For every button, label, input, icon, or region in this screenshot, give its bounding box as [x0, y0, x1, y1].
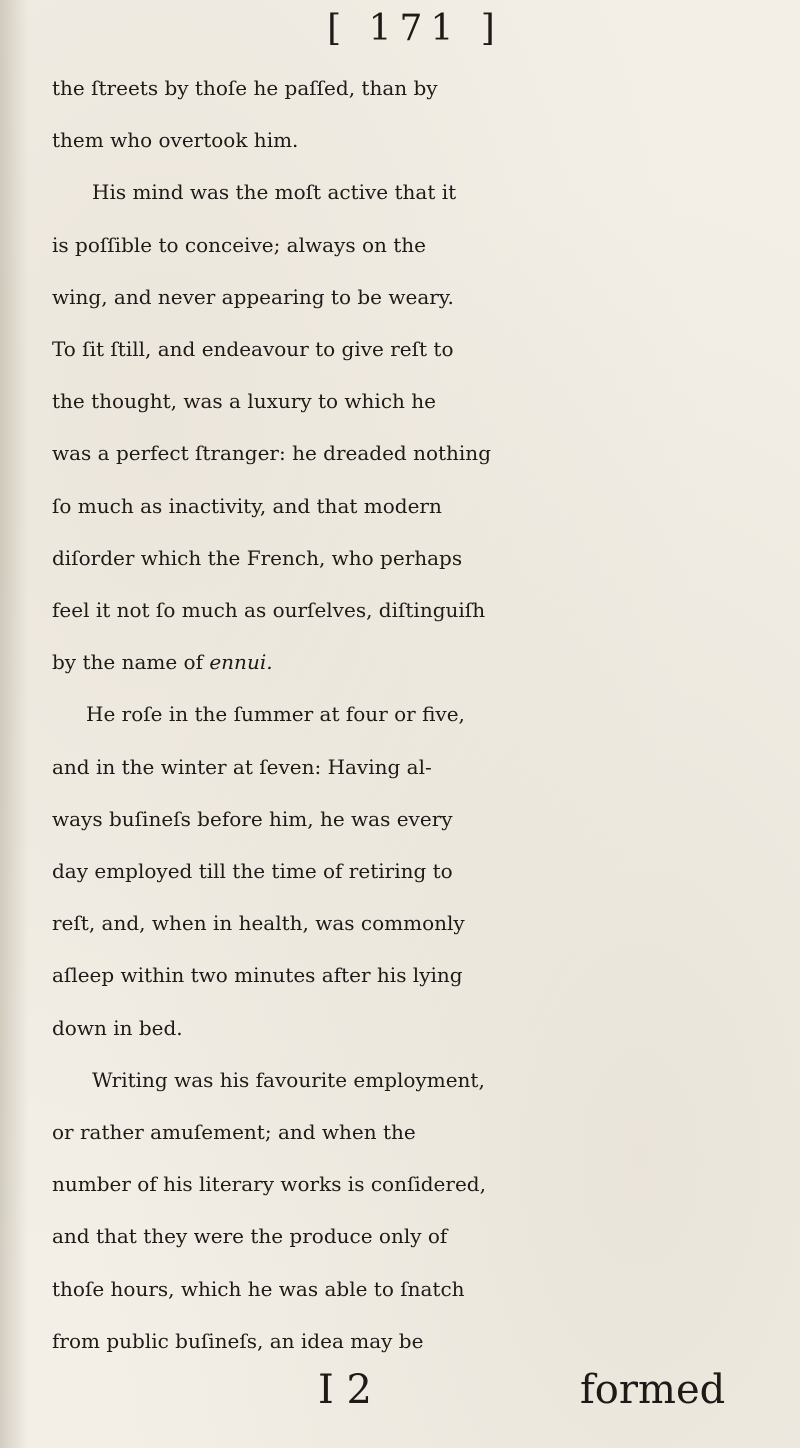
text-line: or rather amuſement; and when the	[52, 1120, 416, 1144]
signature-mark: I 2	[318, 1367, 372, 1413]
text-line: Writing was his favourite employment,	[92, 1067, 485, 1092]
text-line: aſleep within two minutes after his lying	[52, 963, 463, 988]
text-line: the ſtreets by thoſe he paſſed, than by	[52, 76, 438, 100]
text-line: number of his literary works is conſidered,	[52, 1172, 486, 1197]
text-line: them who overtook him.	[52, 128, 299, 153]
text-line: ſo much as inactivity, and that modern	[52, 493, 442, 518]
text-line: thoſe hours, which he was able to ſnatch	[52, 1276, 465, 1301]
catchword: formed	[580, 1367, 726, 1413]
text-line: and in the winter at ſeven: Having al-	[52, 754, 432, 779]
text-line: down in bed.	[52, 1015, 183, 1040]
text-line: To ſit ſtill, and endeavour to give reſt to	[52, 337, 454, 361]
text-line: day employed till the time of retiring to	[52, 859, 453, 883]
text-line: feel it not ſo much as ourſelves, diſtinguiſh	[52, 598, 486, 622]
italic-word: ennui.	[209, 650, 273, 675]
text-line: is poſſible to conceive; always on the	[52, 232, 426, 257]
text-line: reſt, and, when in health, was commonly	[52, 911, 465, 936]
text-segment: by the name of	[52, 650, 210, 675]
text-line: and that they were the produce only of	[52, 1224, 448, 1249]
text-line: from public buſineſs, an idea may be	[52, 1328, 424, 1353]
text-line: He roſe in the ſummer at four or five,	[86, 702, 465, 727]
text-line	[0, 636, 800, 688]
text-line: diſorder which the French, who perhaps	[52, 545, 463, 570]
text-line: His mind was the moſt active that it	[92, 180, 457, 205]
text-line: was a perfect ſtranger: he dreaded nothing	[52, 441, 491, 466]
page-number-header: [ 171 ]	[327, 8, 503, 49]
text-line: wing, and never appearing to be weary.	[52, 284, 454, 309]
text-line: ways buſineſs before him, he was every	[52, 806, 453, 831]
text-line: the thought, was a luxury to which he	[52, 389, 436, 414]
